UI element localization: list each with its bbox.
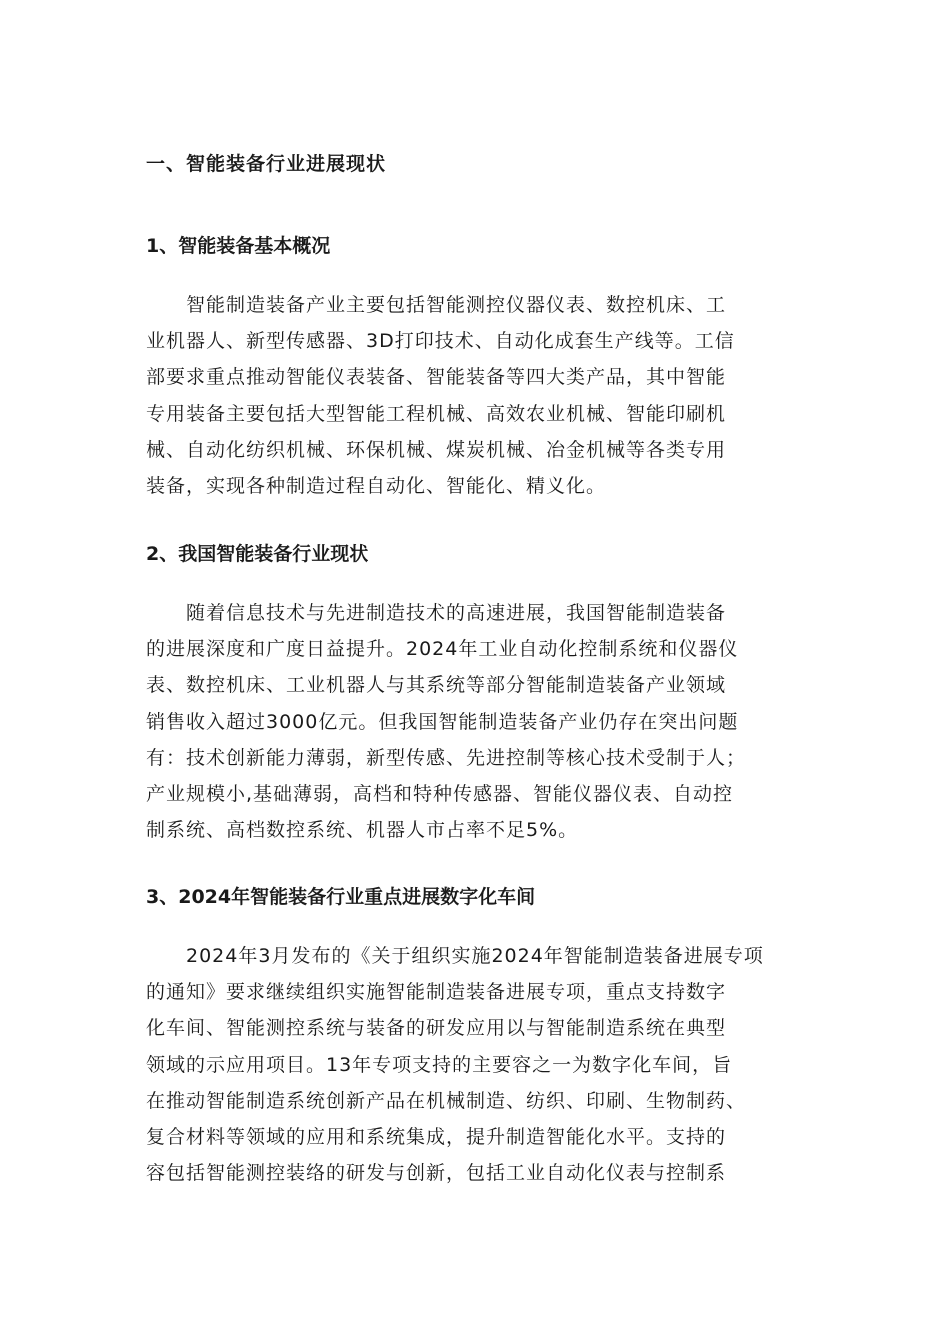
paragraph-line: 表、数控机床、工业机器人与其系统等部分智能制造装备产业领域	[146, 674, 727, 697]
paragraph-1	[146, 287, 806, 504]
paragraph-line: 化车间、智能测控系统与装备的研发应用以与智能制造系统在典型	[146, 1017, 727, 1040]
paragraph-line: 领域的示应用项目。13年专项支持的主要容之一为数字化车间，旨	[146, 1053, 733, 1076]
paragraph-line: 容包括智能测控装络的研发与创新，包括工业自动化仪表与控制系	[146, 1162, 727, 1185]
subsection-heading-1: 1、智能装备基本概况	[146, 235, 331, 257]
paragraph-line: 业机器人、新型传感器、3D打印技术、自动化成套生产线等。工信	[146, 330, 735, 353]
paragraph-line: 械、自动化纺织机械、环保机械、煤炭机械、冶金机械等各类专用	[146, 438, 727, 461]
paragraph-line: 的进展深度和广度日益提升。2024年工业自动化控制系统和仪器仪	[146, 638, 739, 661]
paragraph-line: 随着信息技术与先进制造技术的高速进展，我国智能制造装备	[186, 602, 727, 624]
paragraph-line: 装备，实现各种制造过程自动化、智能化、精义化。	[146, 475, 607, 498]
paragraph-2	[146, 595, 806, 848]
paragraph-line: 制系统、高档数控系统、机器人市占率不足5%。	[146, 819, 579, 842]
paragraph-line: 部要求重点推动智能仪表装备、智能装备等四大类产品，其中智能	[146, 366, 727, 389]
subsection-heading-2: 2、我国智能装备行业现状	[146, 543, 369, 565]
paragraph-line: 复合材料等领域的应用和系统集成，提升制造智能化水平。支持的	[146, 1126, 727, 1149]
paragraph-line: 智能制造装备产业主要包括智能测控仪器仪表、数控机床、工	[186, 294, 727, 316]
paragraph-line: 专用装备主要包括大型智能工程机械、高效农业机械、智能印刷机	[146, 402, 727, 425]
paragraph-line: 销售收入超过3000亿元。但我国智能制造装备产业仍存在突出问题	[146, 710, 739, 733]
paragraph-line: 2024年3月发布的《关于组织实施2024年智能制造装备进展专项	[186, 945, 764, 967]
subsection-heading-3: 3、2024年智能装备行业重点进展数字化车间	[146, 886, 536, 908]
paragraph-line: 在推动智能制造系统创新产品在机械制造、纺织、印刷、生物制药、	[146, 1089, 747, 1112]
paragraph-line: 产业规模小,基础薄弱，高档和特种传感器、智能仪器仪表、自动控	[146, 783, 734, 806]
paragraph-line: 的通知》要求继续组织实施智能制造装备进展专项，重点支持数字	[146, 981, 727, 1004]
paragraph-line: 有：技术创新能力薄弱，新型传感、先进控制等核心技术受制于人；	[146, 746, 747, 769]
section-title: 一、智能装备行业进展现状	[146, 153, 387, 175]
paragraph-3	[146, 938, 806, 1191]
